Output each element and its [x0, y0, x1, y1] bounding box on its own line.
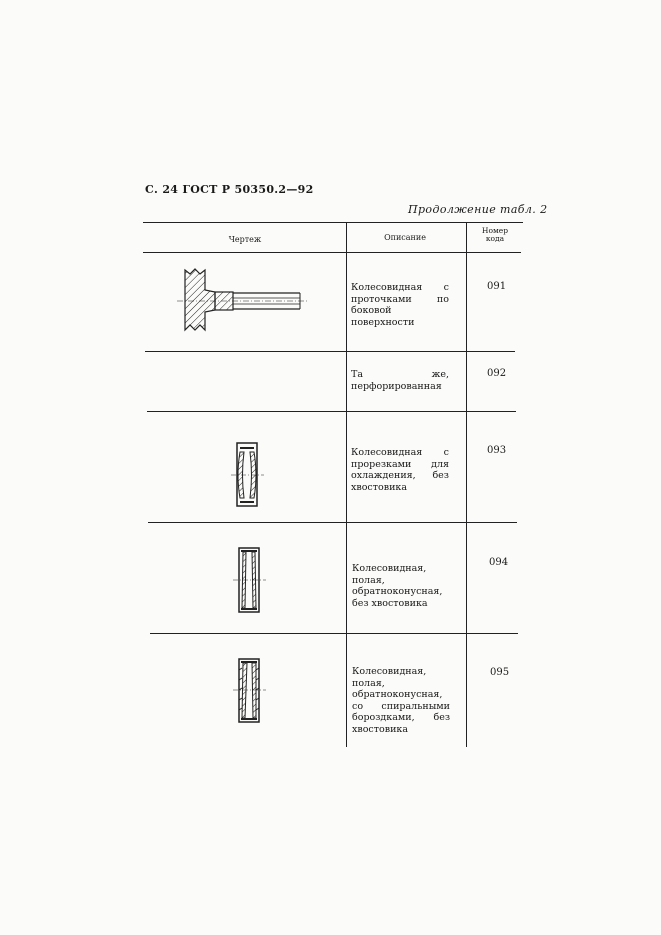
- description-093: Колесовидная с прорезками для охлаждения, без хвостовика: [351, 447, 449, 493]
- row-separator: [147, 411, 516, 412]
- table-header-rule: [143, 252, 521, 253]
- page-reference: С. 24 ГОСТ Р 50350.2—92: [145, 183, 314, 196]
- table-continuation: Продолжение табл. 2: [408, 203, 548, 216]
- column-header-code: Номер кода: [481, 226, 509, 243]
- column-divider-1: [346, 222, 347, 747]
- row-separator: [148, 522, 517, 523]
- drawing-095: [230, 656, 270, 726]
- description-092: Та же, перфорированная: [351, 369, 449, 392]
- drawing-091: [175, 262, 310, 337]
- code-092: 092: [487, 368, 507, 379]
- code-094: 094: [489, 557, 509, 568]
- drawing-093: [228, 440, 268, 510]
- description-094: Колесовидная, полая, обратноконусная, без хвостовика: [352, 563, 443, 609]
- column-header-description: Описание: [384, 233, 426, 242]
- description-091: Колесовидная с проточками по боковой поверхности: [351, 282, 449, 328]
- code-093: 093: [487, 445, 507, 456]
- code-095: 095: [490, 667, 510, 678]
- description-095: Колесовидная, полая, обратноконусная, со спиральными бороздками, без хвостовика: [352, 666, 450, 735]
- row-separator: [145, 351, 515, 352]
- column-divider-2: [466, 222, 467, 747]
- column-header-drawing: Чертеж: [228, 235, 262, 244]
- code-091: 091: [487, 281, 507, 292]
- drawing-094: [230, 546, 270, 616]
- row-separator: [150, 633, 518, 634]
